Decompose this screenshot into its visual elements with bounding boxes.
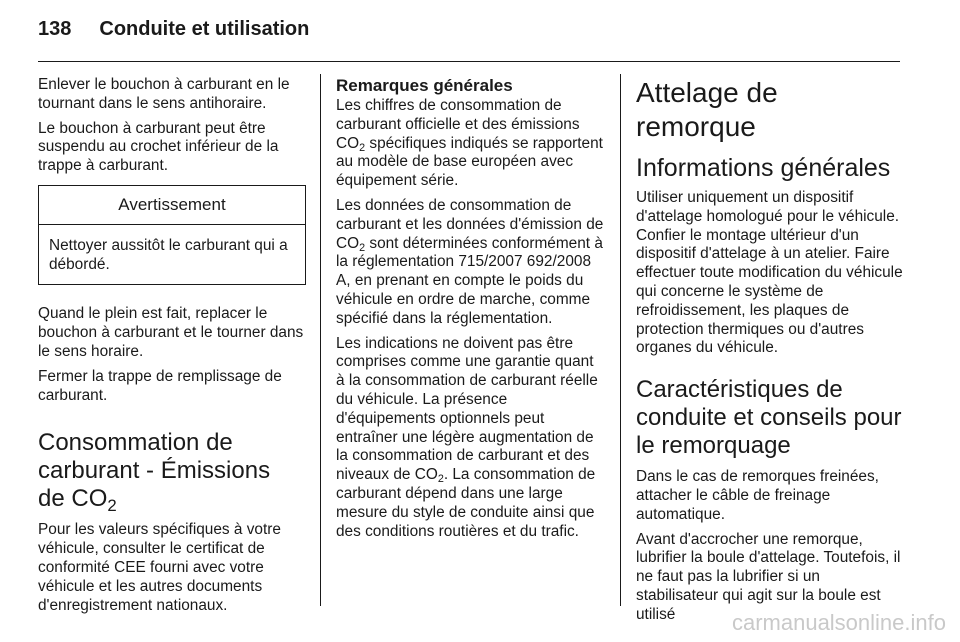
header-rule — [38, 61, 900, 62]
paragraph: Dans le cas de remorques freinées, attacher le câble de freinage automatique. — [636, 468, 879, 523]
subscript: 2 — [359, 241, 366, 254]
warning-box — [38, 185, 306, 285]
text: Les indications ne doivent pas être comprises comme une garantie quant à la consommation de carburant réelle du véhicule. La présence d'équipements optionnels peut entraîner une légère augmentation de la consommation de carburant et des niveaux de CO — [336, 334, 598, 484]
heading-text: de CO — [38, 485, 108, 513]
paragraph: Utiliser uniquement un dispositif d'attelage homologué pour le véhicule. Confier le montage ultérieur d'un dispositif d'attelage à un atelier. Faire effectuer toute modification du véhicule qui concerne le système de refroidissement, les plaques de protection thermiques ou d'autres organes du véhicule. — [636, 189, 903, 357]
column-2 — [336, 76, 606, 547]
paragraph: Le bouchon à carburant peut être suspendu au crochet inférieur de la trappe à carburant. — [38, 119, 279, 175]
text: sont déterminées conformément à la réglementation 715/2007 692/2008 A, en prenant en compte le poids du véhicule en ordre de marche, comme spécifié dans la réglementation. — [336, 234, 603, 327]
heading-line: carburant - Émissions — [38, 457, 271, 485]
paragraph — [336, 335, 606, 542]
subscript: 2 — [359, 141, 366, 154]
heading-line — [38, 485, 306, 516]
text: . La consommation de carburant dépend dans une large mesure du style de conduite ainsi que des conditions routières et du trafic. — [336, 466, 596, 540]
paragraph: Pour les valeurs spécifiques à votre véhicule, consulter le certificat de conformité CEE fourni avec votre véhicule et les autres documents d'enregistrement nationaux. — [38, 521, 281, 614]
column-3 — [636, 76, 904, 631]
paragraph: Avant d'accrocher une remorque, lubrifier la boule d'attelage. Toutefois, il ne faut pas la lubrifier si un stabilisateur qui agit sur la boule est utilisé — [636, 530, 901, 623]
text: Les données de consommation de carburant et les données d'émission de CO — [336, 196, 604, 252]
page-number: 138 — [38, 18, 72, 40]
section-heading-caracteristiques: Caractéristiques de conduite et conseils pour le remorquage — [636, 376, 902, 460]
heading-line: Consommation de — [38, 429, 233, 457]
watermark: carmanualsonline.info — [731, 610, 946, 635]
warning-text: Nettoyer aussitôt le carburant qui a débordé. — [49, 236, 288, 273]
text: Les chiffres de consommation de carburant officielle et des émissions CO — [336, 97, 580, 152]
chapter-title: Attelage de remorque — [636, 77, 778, 142]
section-heading-informations: Informations générales — [636, 154, 891, 182]
column-1 — [38, 76, 306, 621]
text: spécifiques indiqués se rapportent au modèle de base européen avec équipement série. — [336, 134, 603, 190]
paragraph: Fermer la trappe de remplissage de carburant. — [38, 367, 282, 404]
page-header — [38, 18, 309, 41]
subscript: 2 — [107, 496, 117, 516]
subheading-remarques: Remarques générales — [336, 76, 513, 95]
column-divider-1 — [320, 74, 321, 606]
column-divider-2 — [620, 74, 621, 606]
section-title: Conduite et utilisation — [99, 18, 310, 40]
warning-title: Avertissement — [39, 186, 305, 225]
paragraph — [336, 197, 606, 329]
paragraph: Enlever le bouchon à carburant en le tournant dans le sens antihoraire. — [38, 76, 290, 112]
subscript: 2 — [437, 473, 444, 486]
paragraph — [336, 97, 606, 191]
section-heading-consommation — [38, 429, 306, 516]
paragraph: Quand le plein est fait, replacer le bouchon à carburant et le tourner dans le sens horaire. — [38, 305, 304, 360]
